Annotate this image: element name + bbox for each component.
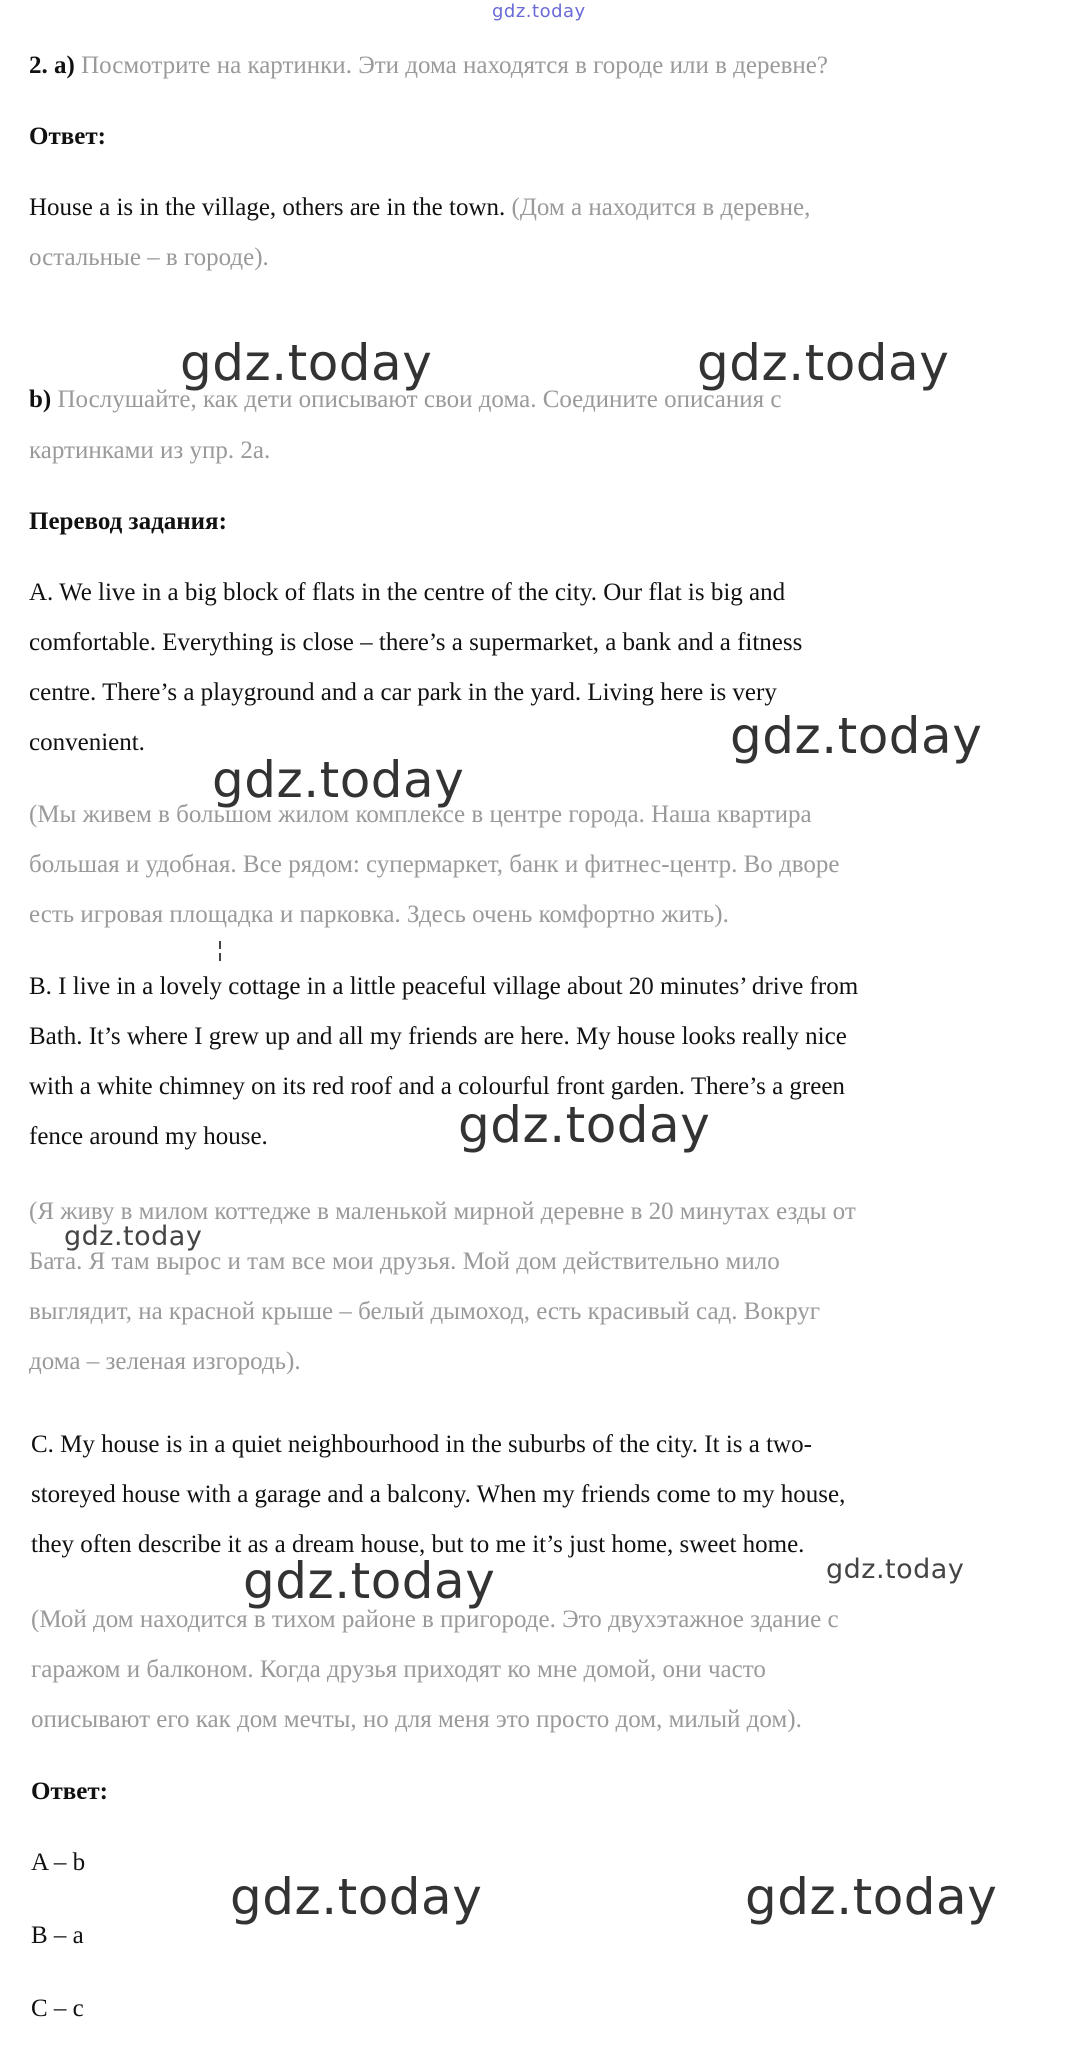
text-b-translation-line: дома – зеленая изгородь). xyxy=(29,1348,301,1375)
text-b-line: B. I live in a lovely cottage in a little peaceful village about 20 minutes’ drive from xyxy=(29,973,859,1000)
answer-item: B – a xyxy=(31,1922,84,1949)
text-a-line: convenient. xyxy=(29,729,145,756)
watermark: gdz.today xyxy=(180,334,433,392)
task-a-label: 2. а) xyxy=(29,52,75,79)
answer-heading-2: Ответ: xyxy=(31,1778,108,1805)
text-b-line: fence around my house. xyxy=(29,1123,268,1150)
text-b-line: with a white chimney on its red roof and a colourful front garden. There’s a green xyxy=(29,1073,845,1100)
task-b-label: b) xyxy=(29,386,52,413)
watermark: gdz.today xyxy=(243,1552,496,1610)
answer-a-russian-1: (Дом а находится в деревне, xyxy=(511,194,811,221)
text-c-line: they often describe it as a dream house, but to me it’s just home, sweet home. xyxy=(31,1531,805,1558)
watermark: gdz.today xyxy=(745,1868,998,1926)
answer-item: C – c xyxy=(31,1995,84,2022)
watermark: gdz.today xyxy=(230,1868,483,1926)
text-b-translation-line: выглядит, на красной крыше – белый дымоход, есть красивый сад. Вокруг xyxy=(29,1298,821,1325)
task-b-text-2: картинками из упр. 2а. xyxy=(29,437,271,464)
text-c-translation-line: описывают его как дом мечты, но для меня это просто дом, милый дом). xyxy=(31,1706,802,1733)
watermark: gdz.today xyxy=(64,1221,203,1252)
watermark: gdz.today xyxy=(826,1554,965,1585)
watermark: gdz.today xyxy=(458,1096,711,1154)
text-b-translation-line: Бата. Я там вырос и там все мои друзья. Мой дом действительно мило xyxy=(29,1248,780,1275)
text-a-line: centre. There’s a playground and a car park in the yard. Living here is very xyxy=(29,679,777,706)
text-c-translation-line: гаражом и балконом. Когда друзья приходят ко мне домой, они часто xyxy=(31,1656,766,1683)
watermark: gdz.today xyxy=(730,707,983,765)
text-c-line: C. My house is in a quiet neighbourhood in the suburbs of the city. It is a two- xyxy=(31,1431,812,1458)
text-c-translation-line: (Мой дом находится в тихом районе в пригороде. Это двухэтажное здание с xyxy=(31,1606,839,1633)
text-c-line: storeyed house with a garage and a balcony. When my friends come to my house, xyxy=(31,1481,846,1508)
watermark: gdz.today xyxy=(697,334,950,392)
task-b-text-1: Послушайте, как дети описывают свои дома. Соедините описания с xyxy=(57,386,782,413)
task-b-line-1 xyxy=(29,375,781,425)
text-b-line: Bath. It’s where I grew up and all my friends are here. My house looks really nice xyxy=(29,1023,847,1050)
task-a-line xyxy=(29,41,828,91)
text-a-line: A. We live in a big block of flats in the centre of the city. Our flat is big and xyxy=(29,579,786,606)
answer-a-english: House a is in the village, others are in the town. xyxy=(29,194,506,221)
scan-artifact xyxy=(219,941,221,949)
answer-heading-1: Ответ: xyxy=(29,123,106,150)
task-a-text: Посмотрите на картинки. Эти дома находятся в городе или в деревне? xyxy=(81,52,828,79)
scan-artifact xyxy=(219,953,221,961)
text-b-translation-line: (Я живу в милом коттедже в маленькой мирной деревне в 20 минутах езды от xyxy=(29,1198,856,1225)
answer-a-russian-2: остальные – в городе). xyxy=(29,244,269,271)
watermark: gdz.today xyxy=(212,751,465,809)
header-watermark: gdz.today xyxy=(492,1,586,22)
translation-heading: Перевод задания: xyxy=(29,508,227,535)
text-a-translation-line: есть игровая площадка и парковка. Здесь очень комфортно жить). xyxy=(29,901,729,928)
text-a-line: comfortable. Everything is close – there’s a supermarket, a bank and a fitness xyxy=(29,629,803,656)
answer-a-line-1 xyxy=(29,183,810,233)
answer-item: A – b xyxy=(31,1849,86,1876)
text-a-translation-line: большая и удобная. Все рядом: супермаркет, банк и фитнес-центр. Во дворе xyxy=(29,851,840,878)
text-a-translation-line: (Мы живем в большом жилом комплексе в центре города. Наша квартира xyxy=(29,801,812,828)
